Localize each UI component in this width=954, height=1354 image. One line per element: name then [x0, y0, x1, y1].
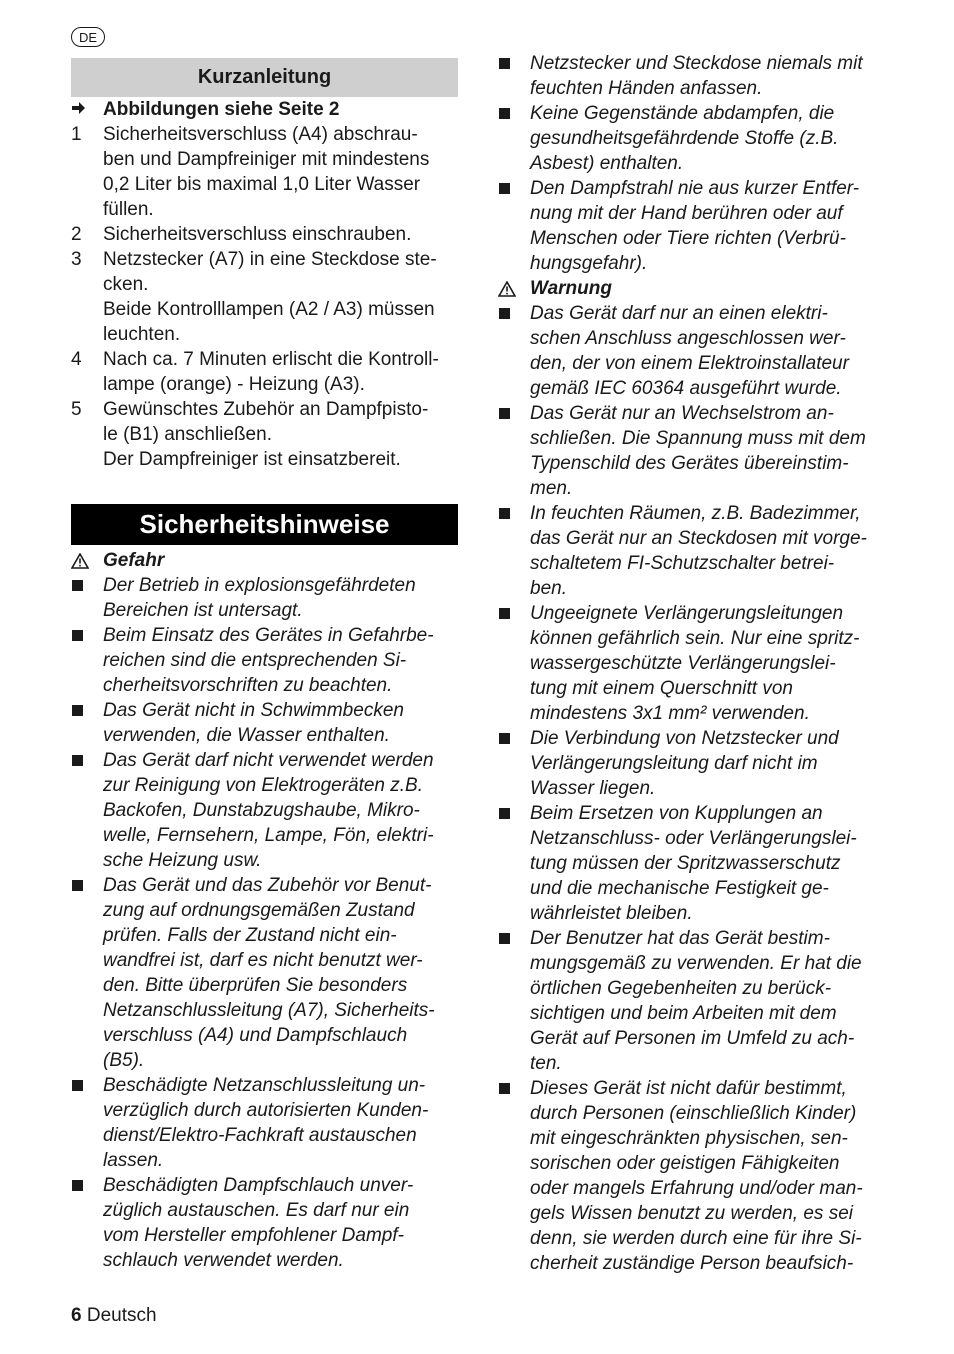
- bullet-text-line: den. Bitte überprüfen Sie besonders: [103, 975, 408, 996]
- bullet-text-line: sichtigen und beim Arbeiten mit dem: [530, 1003, 837, 1024]
- step-text-line: Der Dampfreiniger ist einsatzbereit.: [103, 449, 401, 470]
- bullet-text: [530, 601, 892, 726]
- bullet-item: [71, 1073, 461, 1173]
- step-text: [103, 247, 459, 347]
- bullet-text: [103, 1073, 461, 1173]
- bullet-text-line: durch Personen (einschließlich Kinder): [530, 1103, 857, 1124]
- bullet-text-line: und die mechanische Festigkeit ge-: [530, 878, 829, 899]
- quick-step: [71, 347, 459, 397]
- step-text-line: ben und Dampfreiniger mit mindestens: [103, 149, 430, 170]
- square-bullet-icon: [498, 401, 530, 426]
- bullet-text-line: (B5).: [103, 1050, 145, 1071]
- bullet-text-line: zur Reinigung von Elektrogeräten z.B.: [103, 775, 424, 796]
- bullet-text-line: mit eingeschränkten physischen, sen-: [530, 1128, 848, 1149]
- bullet-text: [103, 573, 461, 623]
- bullet-text-line: Das Gerät nur an Wechselstrom an-: [530, 403, 834, 424]
- page-footer: [71, 1303, 157, 1328]
- bullet-text-line: gemäß IEC 60364 ausgeführt wurde.: [530, 378, 842, 399]
- step-number: 1: [71, 124, 82, 145]
- bullet-text: [103, 873, 461, 1073]
- square-bullet-icon: [498, 801, 530, 826]
- step-text: [103, 347, 459, 397]
- danger-items-continued: [498, 51, 892, 276]
- bullet-text: [530, 301, 892, 401]
- square-bullet-icon: [498, 601, 530, 626]
- step-text: [103, 222, 459, 247]
- bullet-text-line: sorischen oder geistigen Fähigkeiten: [530, 1153, 840, 1174]
- bullet-text-line: Den Dampfstrahl nie aus kurzer Entfer-: [530, 178, 860, 199]
- bullet-text: [103, 748, 461, 873]
- bullet-item: [498, 301, 892, 401]
- bullet-text-line: tung müssen der Spritzwasserschutz: [530, 853, 841, 874]
- warning-triangle-icon: [498, 276, 530, 301]
- bullet-text-line: cherheit zuständige Person beaufsich-: [530, 1253, 854, 1274]
- quick-steps-list: [71, 122, 459, 472]
- square-bullet-icon: [71, 573, 103, 598]
- figure-reference-text: Abbildungen siehe Seite 2: [103, 99, 340, 120]
- bullet-text-line: gesundheitsgefährdende Stoffe (z.B.: [530, 128, 839, 149]
- bullet-text-line: vom Hersteller empfohlener Dampf-: [103, 1225, 404, 1246]
- safety-column-right: [498, 51, 892, 1276]
- bullet-text-line: Beim Ersetzen von Kupplungen an: [530, 803, 823, 824]
- bullet-text-line: gels Wissen benutzt zu werden, es sei: [530, 1203, 853, 1224]
- bullet-item: [498, 176, 892, 276]
- bullet-text-line: nung mit der Hand berühren oder auf: [530, 203, 843, 224]
- bullet-text-line: Das Gerät darf nur an einen elektri-: [530, 303, 828, 324]
- bullet-text-line: schlauch verwendet werden.: [103, 1250, 344, 1271]
- quick-step: [71, 222, 459, 247]
- square-bullet-icon: [71, 623, 103, 648]
- bullet-text-line: Die Verbindung von Netzstecker und: [530, 728, 839, 749]
- step-text-line: lampe (orange) - Heizung (A3).: [103, 374, 365, 395]
- step-number: 5: [71, 399, 82, 420]
- square-bullet-icon: [71, 748, 103, 773]
- quick-step: [71, 397, 459, 472]
- quick-step: [71, 122, 459, 222]
- bullet-text-line: Der Betrieb in explosionsgefährdeten: [103, 575, 416, 596]
- safety-column-left: [71, 548, 461, 1273]
- step-text-line: Gewünschtes Zubehör an Dampfpisto-: [103, 399, 429, 420]
- bullet-text-line: zung auf ordnungsgemäßen Zustand: [103, 900, 415, 921]
- bullet-text: [103, 623, 461, 698]
- bullet-text-line: dienst/Elektro-Fachkraft austauschen: [103, 1125, 417, 1146]
- bullet-text: [530, 801, 892, 926]
- square-bullet-icon: [498, 1076, 530, 1101]
- warning-items: [498, 301, 892, 1276]
- bullet-text-line: welle, Fernsehern, Lampe, Fön, elektri-: [103, 825, 434, 846]
- bullet-text-line: wandfrei ist, darf es nicht benutzt wer-: [103, 950, 423, 971]
- bullet-item: [71, 1173, 461, 1273]
- bullet-item: [498, 601, 892, 726]
- square-bullet-icon: [498, 501, 530, 526]
- bullet-text-line: züglich austauschen. Es darf nur ein: [103, 1200, 410, 1221]
- bullet-text-line: Verlängerungsleitung darf nicht im: [530, 753, 818, 774]
- bullet-text: [103, 1173, 461, 1273]
- bullet-item: [71, 573, 461, 623]
- step-text-line: füllen.: [103, 199, 154, 220]
- quick-step: [71, 247, 459, 347]
- bullet-text-line: Gerät auf Personen im Umfeld zu ach-: [530, 1028, 855, 1049]
- square-bullet-icon: [71, 873, 103, 898]
- step-text: [103, 397, 459, 472]
- bullet-item: [71, 748, 461, 873]
- bullet-item: [498, 1076, 892, 1276]
- step-text-line: le (B1) anschließen.: [103, 424, 272, 445]
- bullet-text-line: verschluss (A4) und Dampfschlauch: [103, 1025, 408, 1046]
- square-bullet-icon: [498, 926, 530, 951]
- bullet-text-line: das Gerät nur an Steckdosen mit vorge-: [530, 528, 867, 549]
- step-text-line: Sicherheitsverschluss einschrauben.: [103, 224, 412, 245]
- language-badge: DE: [71, 27, 105, 47]
- danger-items: [71, 573, 461, 1273]
- square-bullet-icon: [498, 301, 530, 326]
- step-text: [103, 122, 459, 222]
- bullet-item: [71, 623, 461, 698]
- step-text-line: Beide Kontrolllampen (A2 / A3) müssen: [103, 299, 435, 320]
- quick-guide-header: Kurzanleitung: [71, 58, 458, 97]
- bullet-text-line: In feuchten Räumen, z.B. Badezimmer,: [530, 503, 861, 524]
- bullet-text-line: feuchten Händen anfassen.: [530, 78, 763, 99]
- bullet-text-line: Backofen, Dunstabzugshaube, Mikro-: [103, 800, 420, 821]
- page-number: 6: [71, 1305, 82, 1326]
- bullet-text-line: Asbest) enthalten.: [530, 153, 684, 174]
- bullet-text: [530, 101, 892, 176]
- bullet-text-line: Der Benutzer hat das Gerät bestim-: [530, 928, 830, 949]
- bullet-text: [530, 501, 892, 601]
- step-text-line: Nach ca. 7 Minuten erlischt die Kontroll-: [103, 349, 439, 370]
- bullet-text-line: Dieses Gerät ist nicht dafür bestimmt,: [530, 1078, 847, 1099]
- bullet-text-line: schließen. Die Spannung muss mit dem: [530, 428, 866, 449]
- step-text-line: Netzstecker (A7) in eine Steckdose ste-: [103, 249, 437, 270]
- bullet-item: [498, 926, 892, 1076]
- bullet-text-line: Keine Gegenstände abdampfen, die: [530, 103, 835, 124]
- step-number: 3: [71, 249, 82, 270]
- warning-triangle-icon: [71, 548, 103, 573]
- bullet-text-line: Das Gerät darf nicht verwendet werden: [103, 750, 434, 771]
- footer-language: Deutsch: [86, 1305, 157, 1326]
- square-bullet-icon: [498, 726, 530, 751]
- bullet-item: [498, 801, 892, 926]
- step-number: 4: [71, 349, 82, 370]
- bullet-text-line: schaltetem FI-Schutzschalter betrei-: [530, 553, 835, 574]
- bullet-text-line: wassergeschützte Verlängerungslei-: [530, 653, 836, 674]
- bullet-text-line: Das Gerät und das Zubehör vor Benut-: [103, 875, 432, 896]
- warning-label: Warnung: [530, 278, 612, 299]
- bullet-text: [530, 176, 892, 276]
- bullet-text-line: Netzstecker und Steckdose niemals mit: [530, 53, 863, 74]
- bullet-item: [71, 873, 461, 1073]
- step-number: 2: [71, 224, 82, 245]
- bullet-item: [498, 501, 892, 601]
- bullet-item: [498, 51, 892, 101]
- square-bullet-icon: [71, 698, 103, 723]
- bullet-text-line: oder mangels Erfahrung und/oder man-: [530, 1178, 863, 1199]
- bullet-item: [71, 698, 461, 748]
- bullet-text-line: ben.: [530, 578, 567, 599]
- square-bullet-icon: [498, 101, 530, 126]
- bullet-text-line: Typenschild des Gerätes übereinstim-: [530, 453, 849, 474]
- bullet-text-line: ten.: [530, 1053, 562, 1074]
- bullet-text-line: lassen.: [103, 1150, 164, 1171]
- bullet-text-line: Beschädigte Netzanschlussleitung un-: [103, 1075, 426, 1096]
- bullet-item: [498, 101, 892, 176]
- bullet-text-line: können gefährlich sein. Nur eine spritz-: [530, 628, 860, 649]
- bullet-text-line: mindestens 3x1 mm² verwenden.: [530, 703, 810, 724]
- square-bullet-icon: [498, 176, 530, 201]
- bullet-text-line: Das Gerät nicht in Schwimmbecken: [103, 700, 404, 721]
- bullet-text-line: men.: [530, 478, 573, 499]
- bullet-text: [530, 401, 892, 501]
- bullet-text-line: prüfen. Falls der Zustand nicht ein-: [103, 925, 397, 946]
- step-text-line: leuchten.: [103, 324, 181, 345]
- bullet-text-line: schen Anschluss angeschlossen wer-: [530, 328, 846, 349]
- arrow-right-icon: [71, 97, 103, 122]
- bullet-text-line: Ungeeignete Verlängerungsleitungen: [530, 603, 844, 624]
- bullet-text-line: mungsgemäß zu verwenden. Er hat die: [530, 953, 862, 974]
- bullet-text-line: örtlichen Gegebenheiten zu berück-: [530, 978, 832, 999]
- bullet-text-line: Bereichen ist untersagt.: [103, 600, 303, 621]
- step-text-line: cken.: [103, 274, 149, 295]
- bullet-text-line: reichen sind die entsprechenden Si-: [103, 650, 407, 671]
- bullet-text: [530, 51, 892, 101]
- danger-heading: [71, 548, 461, 573]
- bullet-text: [530, 926, 892, 1076]
- bullet-item: [498, 401, 892, 501]
- step-text-line: 0,2 Liter bis maximal 1,0 Liter Wasser: [103, 174, 421, 195]
- warning-heading: [498, 276, 892, 301]
- bullet-text: [530, 726, 892, 801]
- bullet-text-line: verzüglich durch autorisierten Kunden-: [103, 1100, 429, 1121]
- bullet-text-line: cherheitsvorschriften zu beachten.: [103, 675, 393, 696]
- bullet-text-line: verwenden, die Wasser enthalten.: [103, 725, 390, 746]
- bullet-text-line: Wasser liegen.: [530, 778, 656, 799]
- bullet-text: [530, 1076, 892, 1276]
- bullet-text-line: Netzanschluss- oder Verlängerungslei-: [530, 828, 857, 849]
- bullet-text-line: Menschen oder Tiere richten (Verbrü-: [530, 228, 846, 249]
- danger-label: Gefahr: [103, 550, 165, 571]
- square-bullet-icon: [71, 1173, 103, 1198]
- figure-reference: [71, 97, 340, 122]
- bullet-text-line: Beschädigten Dampfschlauch unver-: [103, 1175, 414, 1196]
- bullet-text-line: hungsgefahr).: [530, 253, 648, 274]
- bullet-text: [103, 698, 461, 748]
- bullet-text-line: denn, sie werden durch eine für ihre Si-: [530, 1228, 862, 1249]
- bullet-text-line: tung mit einem Querschnitt von: [530, 678, 793, 699]
- bullet-text-line: währleistet bleiben.: [530, 903, 693, 924]
- bullet-text-line: den, der von einem Elektroinstallateur: [530, 353, 849, 374]
- bullet-text-line: sche Heizung usw.: [103, 850, 262, 871]
- section-title-safety: Sicherheitshinweise: [71, 504, 458, 545]
- bullet-item: [498, 726, 892, 801]
- square-bullet-icon: [498, 51, 530, 76]
- step-text-line: Sicherheitsverschluss (A4) abschrau-: [103, 124, 418, 145]
- bullet-text-line: Netzanschlussleitung (A7), Sicherheits-: [103, 1000, 435, 1021]
- bullet-text-line: Beim Einsatz des Gerätes in Gefahrbe-: [103, 625, 434, 646]
- square-bullet-icon: [71, 1073, 103, 1098]
